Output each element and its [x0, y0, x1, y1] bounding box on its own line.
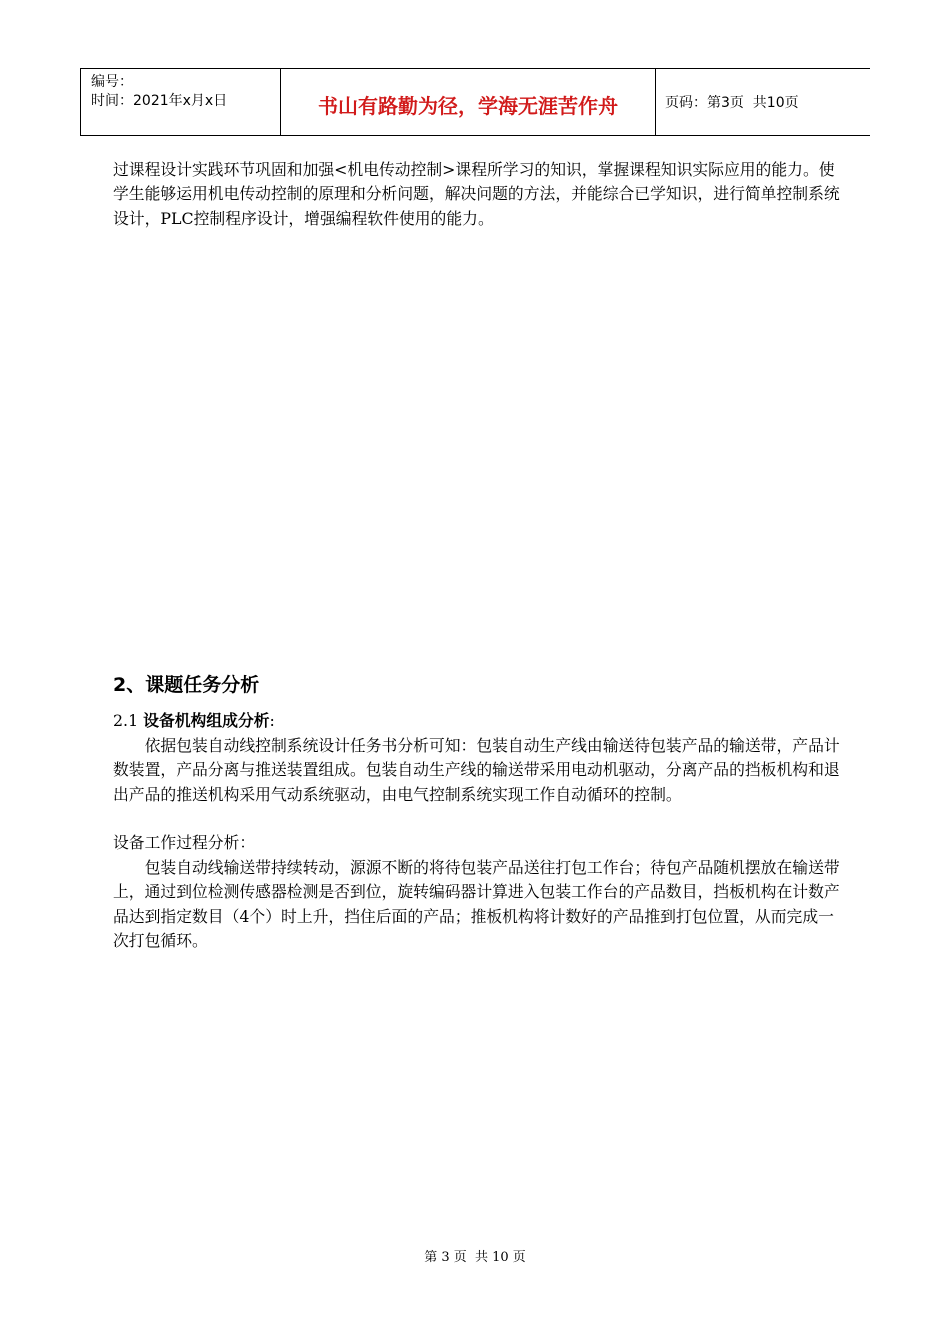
process-paragraph: 包装自动线输送带持续转动，源源不断的将待包装产品送往打包工作台；待包产品随机摆放在输送带上，通过到位检测传感器检测是否到位，旋转编码器计算进入包装工作台的产品数目，挡板机构在计数产品达到指定数目（4个）时上升，挡住后面的产品；推板机构将计数好的产品推到打包位置，从而完成一次打包循环。 — [113, 858, 840, 951]
document-number-label: 编号： — [91, 74, 133, 90]
subsection-suffix: : — [269, 711, 275, 730]
page-header — [80, 68, 870, 136]
document-time-label: 时间：2021年x月x日 — [91, 93, 228, 109]
header-meta — [80, 69, 281, 135]
intro-paragraph: 过课程设计实践环节巩固和加强<机电传动控制>课程所学习的知识，掌握课程知识实际应用的能力。使学生能够运用机电传动控制的原理和分析问题，解决问题的方法，并能综合已学知识，进行简单控制系统设计，PLC控制程序设计，增强编程软件使用的能力。 — [113, 160, 840, 228]
subsection-number: 2.1 — [113, 711, 139, 730]
page-info-text: 页码：第3页 共10页 — [665, 95, 799, 111]
subsection-title: 设备机构组成分析 — [143, 711, 270, 730]
composition-paragraph: 依据包装自动线控制系统设计任务书分析可知：包装自动生产线由输送待包装产品的输送带，产品计数装置，产品分离与推送装置组成。包装自动生产线的输送带采用电动机驱动，分离产品的挡板机构和退出产品的推送机构采用气动系统驱动，由电气控制系统实现工作自动循环的控制。 — [113, 736, 840, 804]
header-motto — [281, 69, 656, 135]
subsection-heading — [113, 709, 275, 733]
page-footer: 第 3 页 共 10 页 — [424, 1250, 526, 1265]
process-label: 设备工作过程分析： — [113, 833, 256, 852]
section-title: 2、课题任务分析 — [113, 674, 260, 696]
header-page-info — [656, 69, 870, 135]
motto-text: 书山有路勤为径，学海无涯苦作舟 — [318, 93, 618, 118]
